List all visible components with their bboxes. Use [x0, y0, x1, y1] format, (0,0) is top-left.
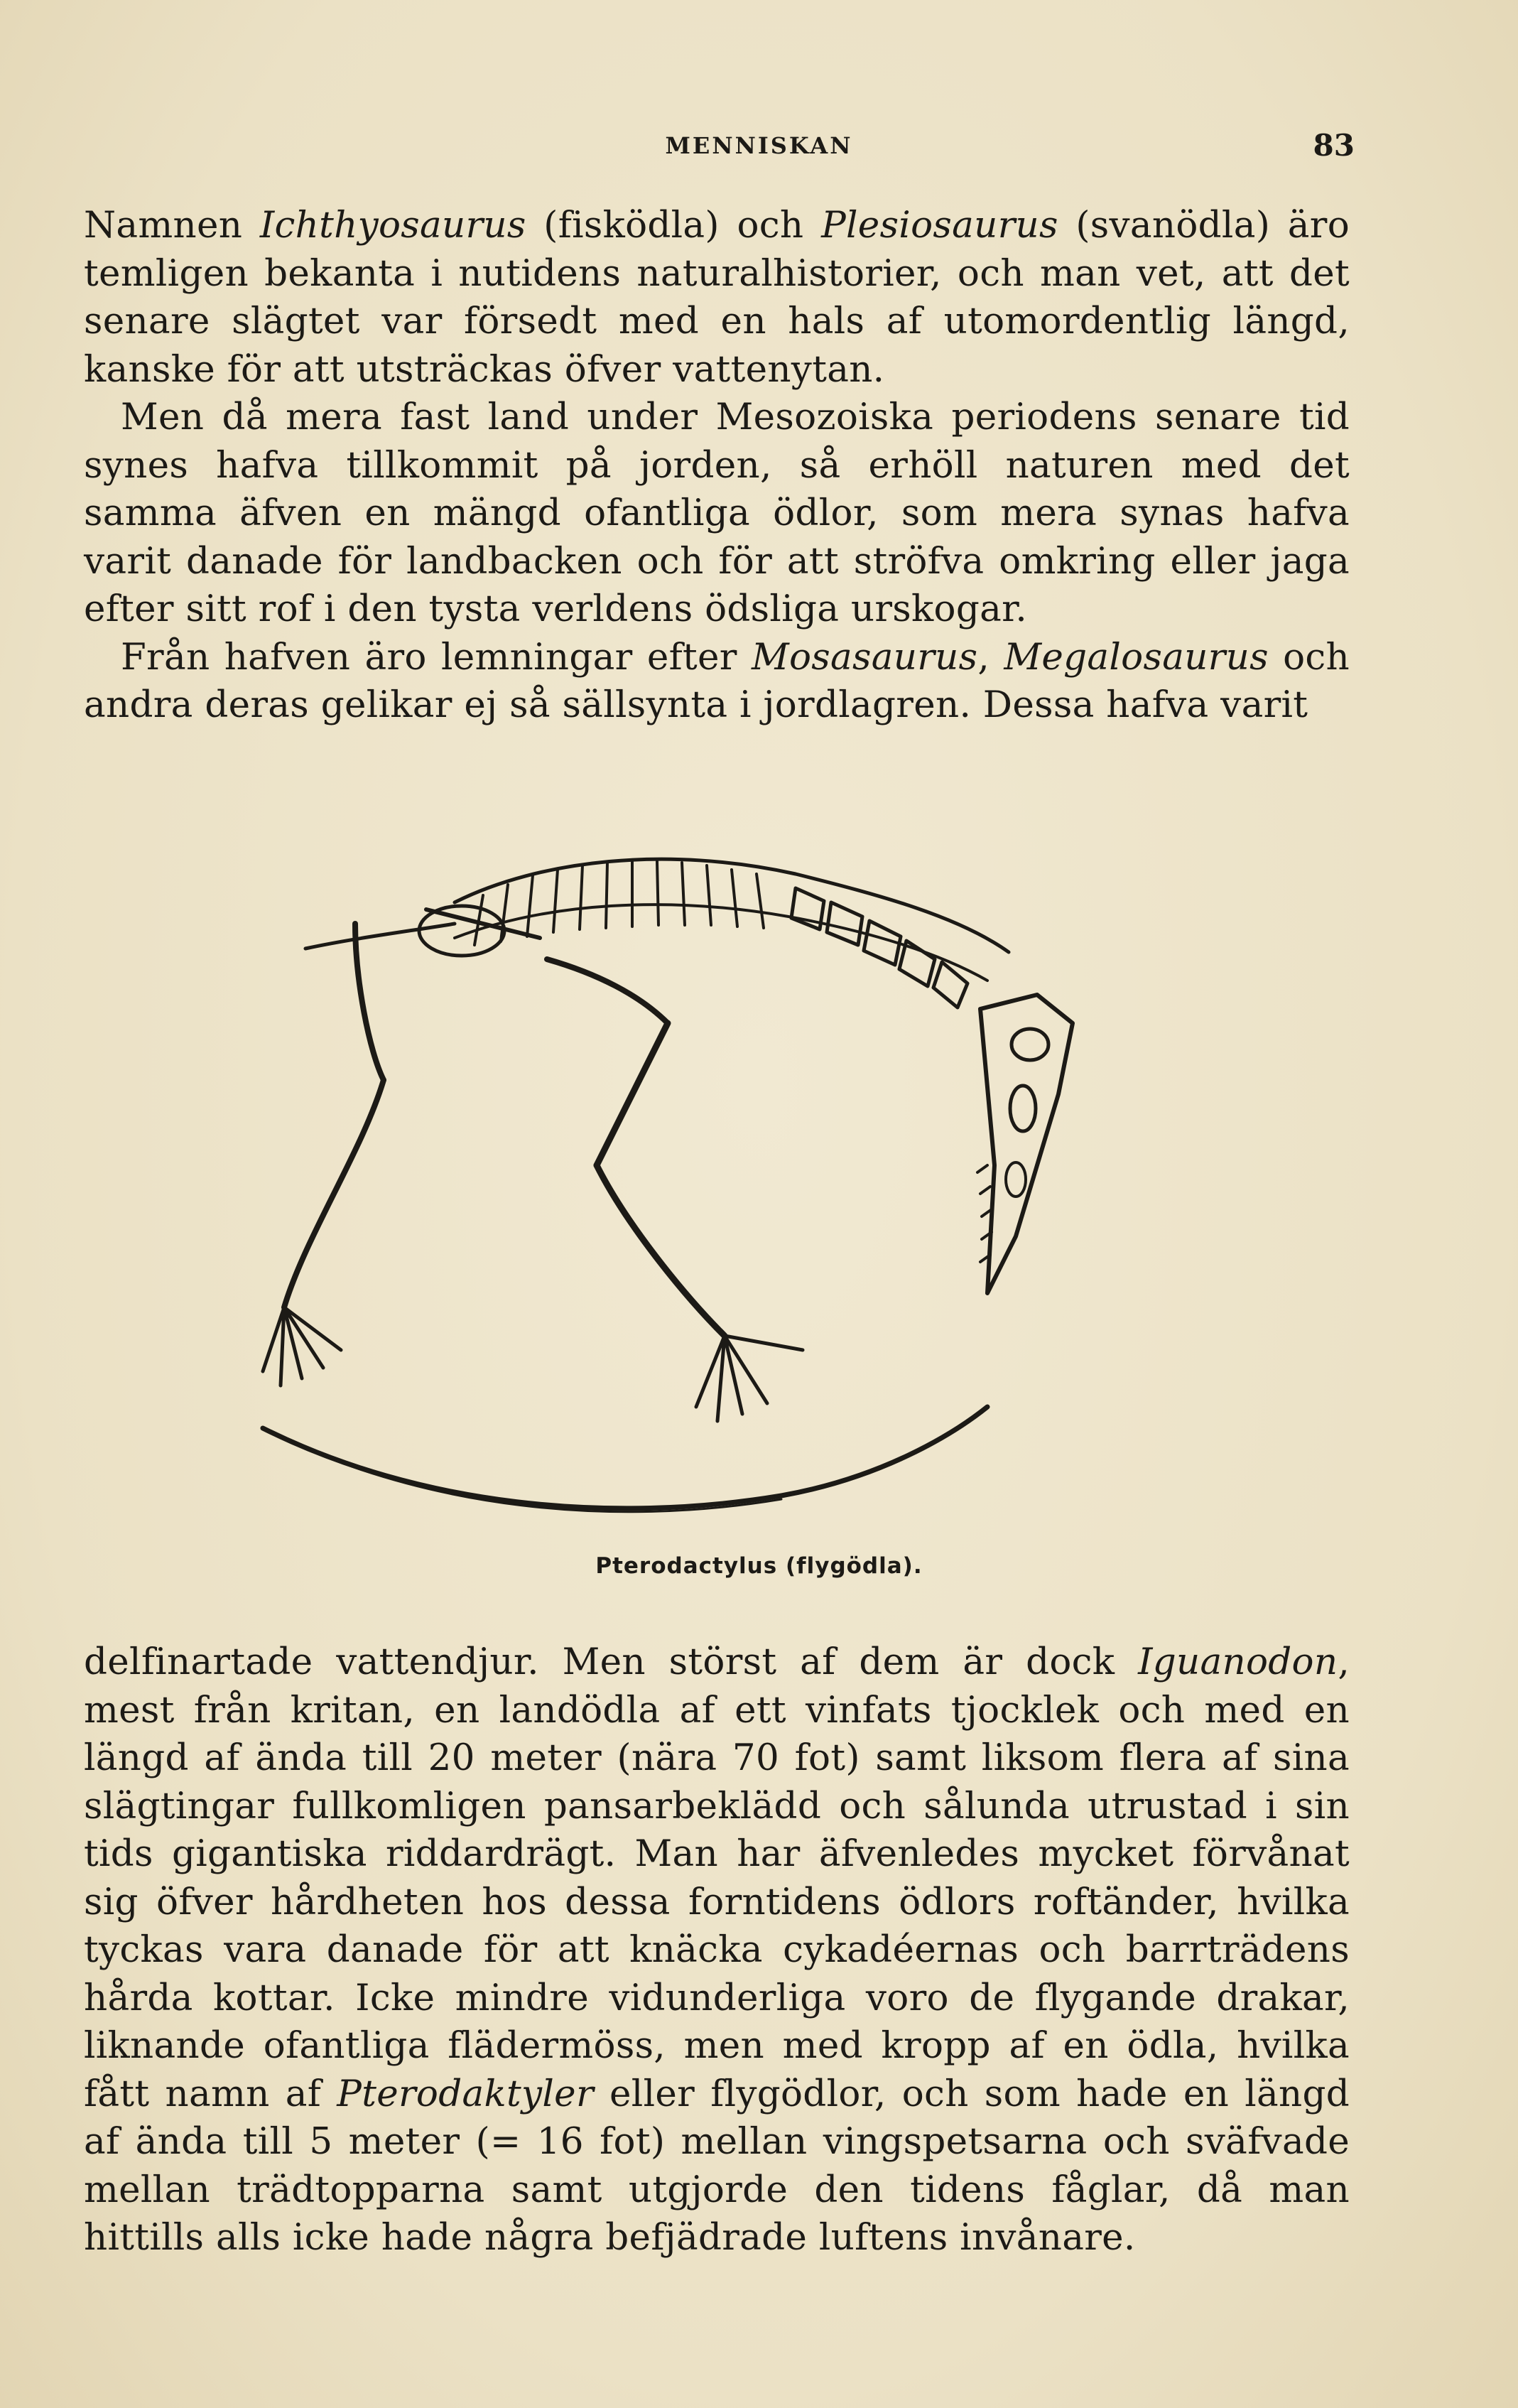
text-run: Från hafven äro lemningar efter — [121, 635, 752, 679]
running-title: MENNISKAN — [665, 132, 853, 159]
bottom-text-block — [84, 1638, 1350, 2262]
taxon-name: Iguanodon — [1138, 1641, 1338, 1683]
paragraph-4 — [84, 1638, 1350, 2262]
taxon-name: Ichthyosaurus — [259, 204, 526, 247]
figure-caption: Pterodactylus (flygödla). — [595, 1553, 923, 1579]
taxon-name: Megalosaurus — [1004, 635, 1269, 679]
text-run: Namnen — [84, 204, 260, 247]
text-run: , mest från kritan, en landödla af ett vinfats tjocklek och med en längd af ända till 20 meter (nära 70 fot) samt liksom flera af sina slägtingar fullkomligen pansarbeklädd och sålunda utrustad i sin tids gigantiska riddardrägt. Man har äfvenledes mycket förvånat sig öfver hårdheten hos dessa forntidens ödlors roftänder, hvilka tyckas vara danade för att knäcka cykadéernas och barrträdens hårda kottar. Icke mindre vidunderliga voro de flygande drakar, liknande ofantliga flädermöss, men med kropp af en ödla, hvilka fått namn af — [84, 1641, 1350, 2115]
text-run: och andra deras gelikar ej så sällsynta i jordlagren. Dessa hafva varit — [84, 635, 1350, 726]
paragraph-3 — [84, 634, 1350, 730]
skeleton-drawing — [242, 796, 1378, 1549]
taxon-name: Plesiosaurus — [821, 204, 1058, 247]
running-head — [0, 128, 1518, 171]
taxon-name: Mosasaurus — [751, 635, 978, 679]
page-number: 83 — [1313, 128, 1355, 163]
taxon-name: Pterodaktyler — [337, 2072, 594, 2115]
top-text-block — [84, 202, 1350, 730]
paragraph-1 — [84, 202, 1350, 394]
text-run: delfinartade vattendjur. Men störst af dem är dock — [84, 1641, 1139, 1683]
text-run: (fisködla) och — [526, 204, 822, 247]
text-run: (svanödla) äro temligen bekanta i nutidens naturalhistorier, och man vet, att det senare slägtet var försedt med en hals af utomordentlig längd, kanske för att utsträckas öfver vattenytan. — [84, 204, 1350, 391]
text-run: , — [977, 635, 1004, 679]
paragraph-2: Men då mera fast land under Mesozoiska periodens senare tid synes hafva tillkommit på jorden, så erhöll naturen med det samma äfven en mängd ofantliga ödlor, som mera synas hafva varit danade för landbacken och för att ströfva omkring eller jaga efter sitt rof i den tysta verldens ödsliga urskogar. — [84, 396, 1350, 630]
text-run: eller flygödlor, och som hade en längd af ända till 5 meter (= 16 fot) mellan vingspetsarna och sväfvade mellan trädtopparna samt utgjorde den tidens fåglar, då man hittills alls icke hade några befjädrade luftens invånare. — [84, 2072, 1350, 2259]
pterodactylus-skeleton-illustration — [242, 796, 1378, 1549]
